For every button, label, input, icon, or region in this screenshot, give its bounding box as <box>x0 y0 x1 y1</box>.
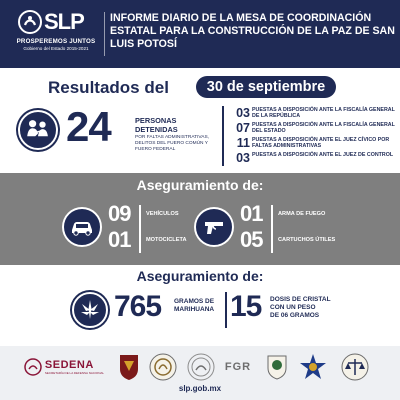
persons-subtext: POR FALTAS ADMINISTRATIVAS, DELITOS DEL FUERO COMÚN Y FUERO FEDERAL <box>135 135 210 152</box>
header-divider <box>104 12 105 56</box>
guardia-nacional-icon <box>266 354 288 380</box>
detail-text: PUESTAS A DISPOSICIÓN ANTE EL JUEZ CÍVICO POR FALTAS ADMINISTRATIVAS <box>252 137 390 150</box>
drugs-divider <box>225 292 227 328</box>
detail-row <box>230 151 400 165</box>
header <box>0 0 400 68</box>
slp-logo <box>10 8 102 60</box>
results-headline <box>0 76 400 100</box>
detail-row <box>230 136 400 150</box>
detail-row <box>230 121 400 135</box>
vehicles-count: 09 <box>108 201 131 226</box>
logo-word: SLP <box>44 9 84 34</box>
sedena-logo <box>22 352 106 382</box>
crystal-label-2: CON UN PESO <box>270 304 316 311</box>
drugs-title: Aseguramiento de: <box>136 268 264 284</box>
sedena-name: SEDENA <box>44 359 94 371</box>
persons-count: 24 <box>66 103 111 150</box>
army-shield-logo <box>116 352 142 382</box>
fgr-name: FGR <box>224 361 252 373</box>
army-shield-icon <box>118 353 140 381</box>
sedena-subtitle: SECRETARÍA DE LA DEFENSA NACIONAL <box>44 371 105 375</box>
crystal-count: 15 <box>230 290 262 323</box>
marijuana-leaf-icon <box>72 292 108 328</box>
crystal-label-1: DOSIS DE CRISTAL <box>270 296 331 303</box>
national-seal-logo <box>186 352 216 382</box>
detail-text: PUESTAS A DISPOSICIÓN ANTE LA FISCALÍA GENERAL DE LA REPÚBLICA <box>252 107 395 120</box>
justice-scales-icon <box>340 353 370 381</box>
firearm-label: ARMA DE FUEGO <box>278 211 326 217</box>
sedena-eagle-icon <box>24 358 42 376</box>
motorcycle-label: MOTOCICLETA <box>146 237 187 243</box>
detail-count: 03 <box>236 106 250 120</box>
logo-government: Gobierno del Estado 2015-2021 <box>23 46 89 51</box>
institution-logos <box>0 352 400 382</box>
navy-seal-icon <box>149 353 177 381</box>
motorcycle-count: 01 <box>108 227 131 252</box>
footer-url[interactable]: slp.gob.mx <box>178 384 222 393</box>
seizure-band <box>0 173 400 265</box>
detail-text: PUESTAS A DISPOSICIÓN ANTE LA FISCALÍA GENERAL DEL ESTADO <box>252 122 395 135</box>
persons-label-1: PERSONAS <box>135 116 177 125</box>
slp-logo-mark-icon <box>18 10 42 34</box>
police-star-icon <box>299 353 327 381</box>
fgr-logo <box>218 352 258 382</box>
police-star-logo <box>298 352 328 382</box>
car-icon <box>64 209 100 245</box>
results-label: Resultados del <box>48 78 169 97</box>
justice-scales-logo <box>338 352 372 382</box>
persons-label-2: DETENIDAS <box>135 125 178 134</box>
detail-row <box>230 106 400 120</box>
report-title: INFORME DIARIO DE LA MESA DE COORDINACIÓN ESTATAL PARA LA CONSTRUCCIÓN DE LA PAZ DE SAN LUIS POTOSÍ <box>110 12 395 50</box>
detail-count: 07 <box>236 121 250 135</box>
vehicles-label: VEHÍCULOS <box>146 211 179 217</box>
persons-section <box>0 104 400 168</box>
gun-icon <box>196 209 232 245</box>
detail-count: 03 <box>236 151 250 165</box>
detained-persons-icon <box>18 110 58 150</box>
firearm-count: 01 <box>240 201 263 226</box>
navy-seal-logo <box>148 352 178 382</box>
detail-text: PUESTAS A DISPOSICIÓN ANTE EL JUEZ DE CONTROL <box>252 152 394 158</box>
marijuana-count: 765 <box>114 290 162 323</box>
seizure-divider-left <box>139 205 141 253</box>
detail-count: 11 <box>236 136 250 150</box>
seizure-divider-right <box>271 205 273 253</box>
date-pill: 30 de septiembre <box>196 76 336 98</box>
national-seal-icon <box>187 353 215 381</box>
persons-divider <box>222 106 224 166</box>
cartridge-count: 05 <box>240 227 263 252</box>
seizure-title: Aseguramiento de: <box>136 177 264 193</box>
marijuana-label-2: MARIHUANA <box>174 306 215 313</box>
marijuana-label-1: GRAMOS DE <box>174 298 215 305</box>
cartridge-label: CARTUCHOS ÚTILES <box>278 237 336 243</box>
crystal-label-3: DE 06 GRAMOS <box>270 312 320 319</box>
guardia-nacional-logo <box>264 352 290 382</box>
footer <box>0 346 400 400</box>
logo-slogan: PROSPEREMOS JUNTOS <box>16 38 96 45</box>
